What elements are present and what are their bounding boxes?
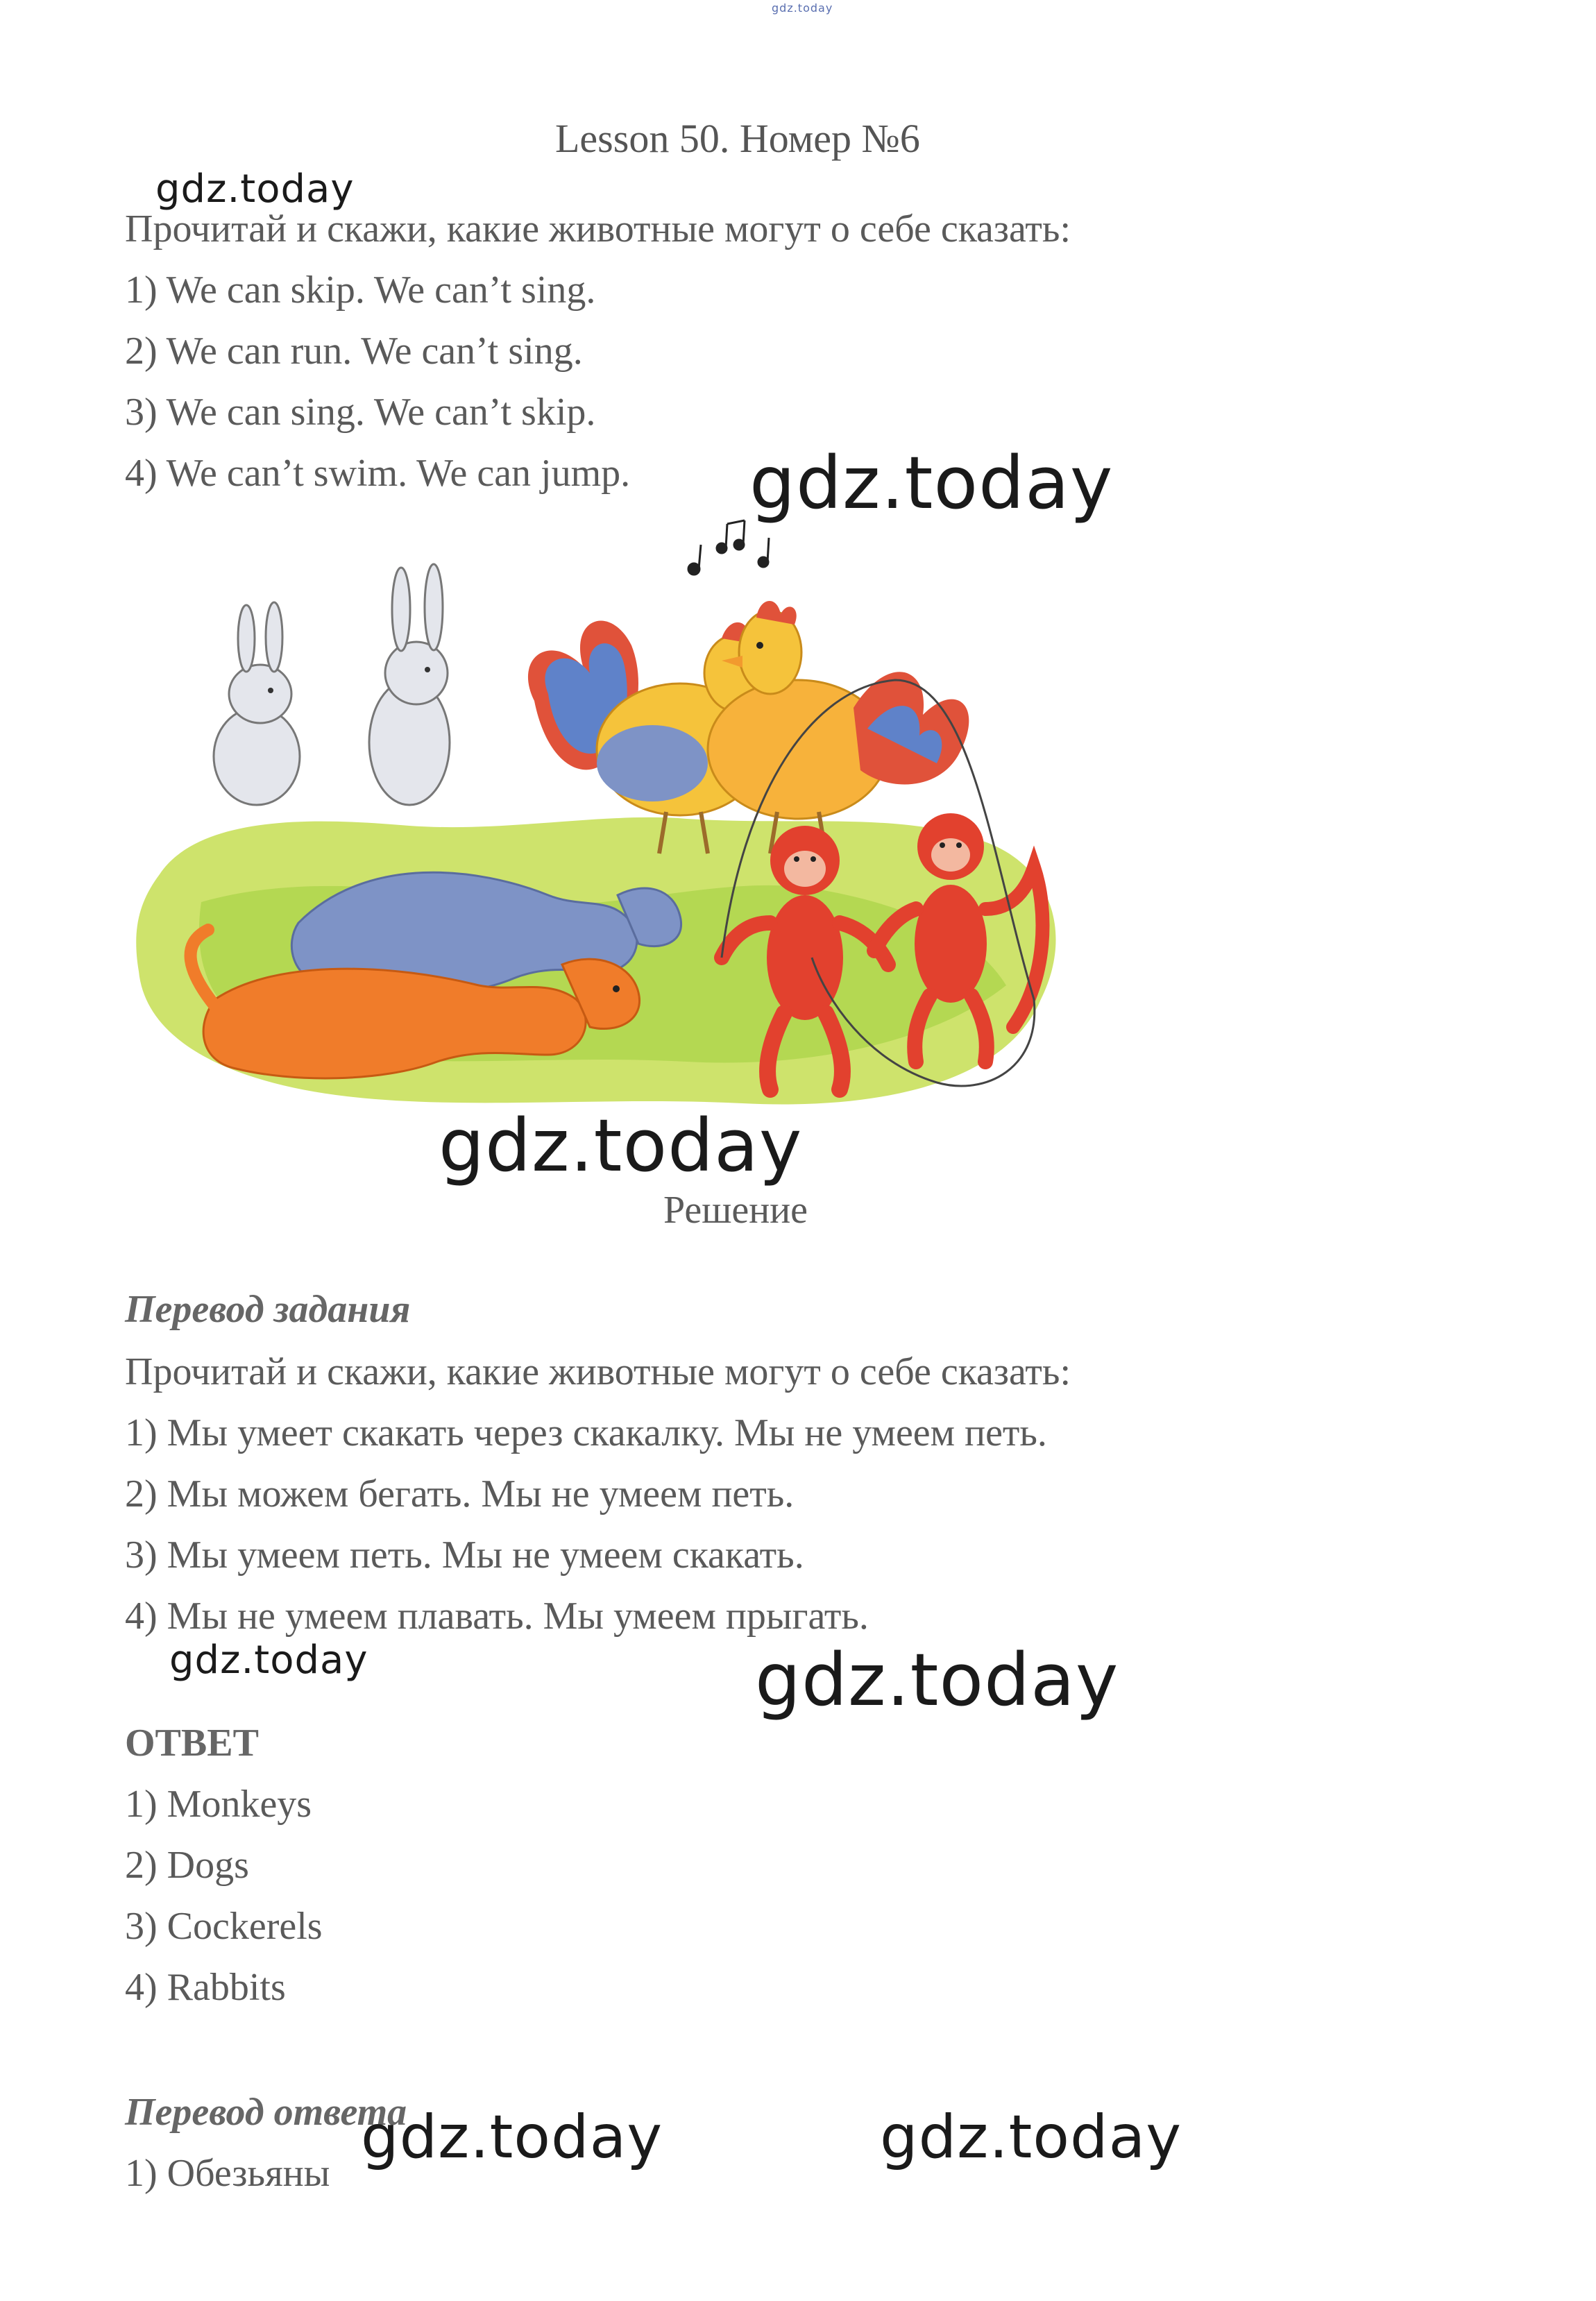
- watermark: gdz.today: [361, 2103, 663, 2172]
- music-notes-icon: [688, 520, 769, 575]
- page-title: Lesson 50. Номер №6: [555, 116, 920, 161]
- answer-translation-heading: Перевод ответа: [125, 2091, 407, 2134]
- task-item-1: 1) We can skip. We can’t sing.: [125, 269, 596, 312]
- translation-item-2: 2) Мы можем бегать. Мы не умеем петь.: [125, 1472, 795, 1515]
- watermark: gdz.today: [169, 1638, 368, 1683]
- translation-item-1: 1) Мы умеет скакать через скакалку. Мы не умеем петь.: [125, 1411, 1047, 1454]
- rabbit-icon: [369, 564, 450, 805]
- answer-item-4: 4) Rabbits: [125, 1966, 286, 2009]
- watermark: gdz.today: [439, 1103, 803, 1188]
- watermark-tiny: gdz.today: [772, 1, 833, 15]
- translation-item-3: 3) Мы умеем петь. Мы не умеем скакать.: [125, 1534, 804, 1577]
- answer-item-2: 2) Dogs: [125, 1844, 249, 1887]
- rabbit-icon: [214, 602, 300, 805]
- animals-illustration: [118, 513, 1089, 1152]
- translation-heading: Перевод задания: [125, 1288, 411, 1331]
- answer-translation-item-1: 1) Обезьяны: [125, 2152, 330, 2195]
- answer-item-1: 1) Monkeys: [125, 1783, 312, 1826]
- answer-item-3: 3) Cockerels: [125, 1905, 323, 1948]
- watermark: gdz.today: [755, 1638, 1119, 1722]
- watermark: gdz.today: [749, 441, 1114, 525]
- watermark: gdz.today: [880, 2103, 1182, 2172]
- solution-label: Решение: [663, 1189, 808, 1232]
- rooster-icon: [708, 601, 969, 854]
- watermark: gdz.today: [155, 167, 355, 212]
- translation-item-4: 4) Мы не умеем плавать. Мы умеем прыгать.: [125, 1595, 869, 1638]
- answer-heading: ОТВЕТ: [125, 1722, 259, 1765]
- task-prompt: Прочитай и скажи, какие животные могут о себе сказать:: [125, 207, 1071, 251]
- task-item-4: 4) We can’t swim. We can jump.: [125, 452, 631, 495]
- translation-prompt: Прочитай и скажи, какие животные могут о себе сказать:: [125, 1350, 1071, 1393]
- task-item-3: 3) We can sing. We can’t skip.: [125, 391, 596, 434]
- task-item-2: 2) We can run. We can’t sing.: [125, 330, 583, 373]
